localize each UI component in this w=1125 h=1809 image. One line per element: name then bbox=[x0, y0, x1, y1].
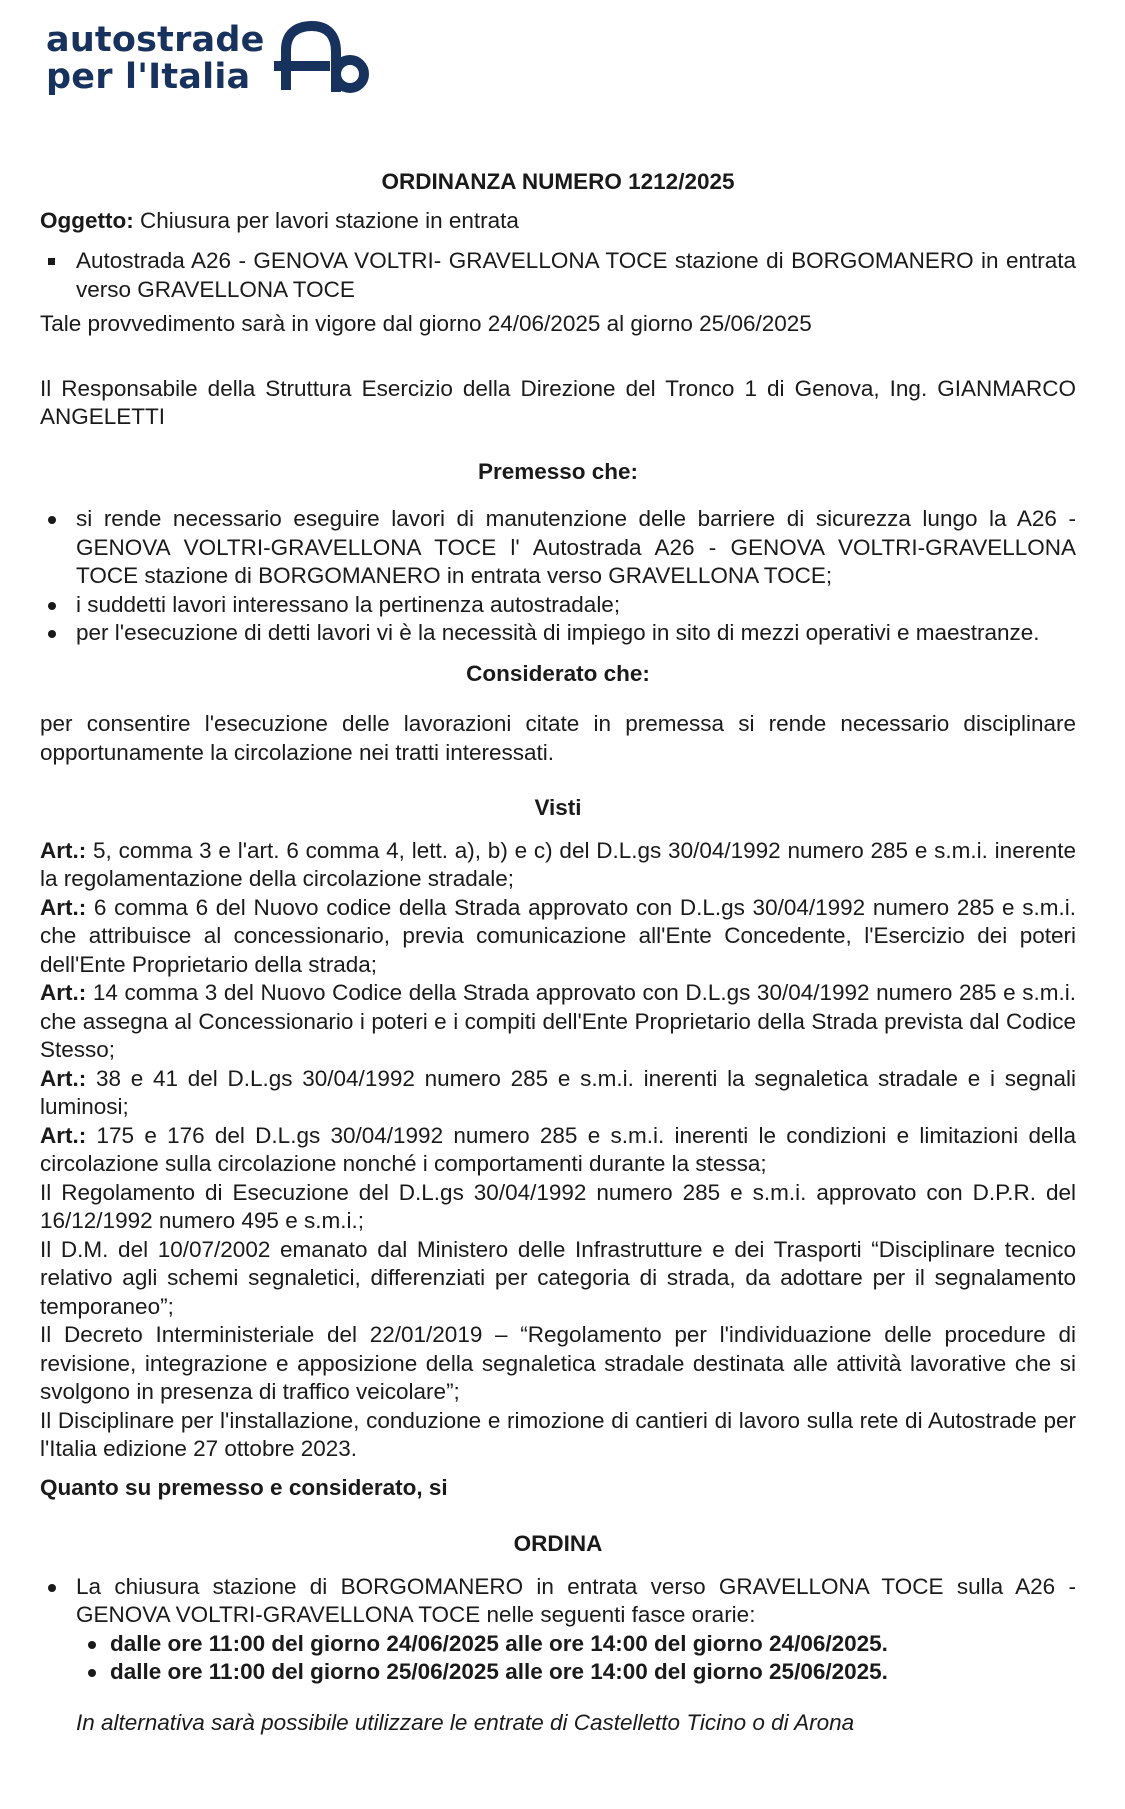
art-label: Art.: bbox=[40, 980, 87, 1005]
road-list bbox=[40, 247, 1076, 304]
visti-article bbox=[40, 1065, 1076, 1122]
validity-text: Tale provvedimento sarà in vigore dal giorno 24/06/2025 al giorno 25/06/2025 bbox=[40, 311, 812, 336]
visti-reference: Il Regolamento di Esecuzione del D.L.gs 30/04/1992 numero 285 e s.m.i. approvato con D.P.R. del 16/12/1992 numero 495 e s.m.i.; bbox=[40, 1179, 1076, 1233]
list-item bbox=[40, 1573, 1076, 1687]
art-text: 5, comma 3 e l'art. 6 comma 4, lett. a), b) e c) del D.L.gs 30/04/1992 numero 285 e s.m.i. inerente la regolamentazione della circolazione stradale; bbox=[40, 837, 1076, 891]
premesso-heading: Premesso che: bbox=[477, 458, 639, 484]
alternative-text: In alternativa sarà possibile utilizzare le entrate di Castelletto Ticino o di Arona bbox=[76, 1709, 855, 1735]
ordinance-title: ORDINANZA NUMERO 1212/2025 bbox=[381, 169, 735, 194]
ordina-heading: ORDINA bbox=[513, 1531, 603, 1556]
logo-line-2: per l'Italia bbox=[46, 57, 251, 97]
road-item: Autostrada A26 - GENOVA VOLTRI- GRAVELLONA TOCE stazione di BORGOMANERO in entrata verso GRAVELLONA TOCE bbox=[40, 247, 1076, 304]
logo-mark-icon bbox=[274, 20, 374, 100]
visti-article bbox=[40, 979, 1076, 1065]
art-label: Art.: bbox=[40, 1122, 87, 1148]
premesso-list bbox=[40, 505, 1076, 648]
time-slot-list bbox=[76, 1630, 1076, 1687]
visti-reference: Il Decreto Interministeriale del 22/01/2019 – “Regolamento per l'individuazione delle procedure di revisione, integrazione e apposizione della segnaletica stradale destinata alle attività lavorative che si svolgono in presenza di traffico veicolare”; bbox=[40, 1322, 1076, 1404]
visti-article bbox=[40, 1122, 1076, 1179]
ordina-list bbox=[40, 1573, 1076, 1687]
list-item: per l'esecuzione di detti lavori vi è la necessità di impiego in sito di mezzi operativi e maestranze. bbox=[40, 619, 1076, 648]
list-item: si rende necessario eseguire lavori di manutenzione delle barriere di sicurezza lungo la A26 - GENOVA VOLTRI-GRAVELLONA TOCE l' Autostrada A26 - GENOVA VOLTRI-GRAVELLONA TOCE stazione di BORGOMANERO in entrata verso GRAVELLONA TOCE; bbox=[40, 505, 1076, 591]
visti-list bbox=[40, 837, 1076, 1464]
art-text: 38 e 41 del D.L.gs 30/04/1992 numero 285 e s.m.i. inerenti la segnaletica stradale e i segnali luminosi; bbox=[40, 1065, 1076, 1119]
logo-line-1: autostrade bbox=[46, 20, 265, 60]
logo-wordmark bbox=[46, 22, 265, 96]
time-slot: dalle ore 11:00 del giorno 25/06/2025 alle ore 14:00 del giorno 25/06/2025. bbox=[76, 1658, 1076, 1687]
subject-label: Oggetto: bbox=[40, 207, 134, 233]
subject-text: Chiusura per lavori stazione in entrata bbox=[133, 207, 519, 233]
art-label: Art.: bbox=[40, 894, 87, 920]
considerato-text: per consentire l'esecuzione delle lavorazioni citate in premessa si rende necessario disciplinare opportunamente la circolazione nei tratti interessati. bbox=[40, 711, 1076, 765]
responsible-text: Il Responsabile della Struttura Esercizio della Direzione del Tronco 1 di Genova, Ing. GIANMARCO ANGELETTI bbox=[40, 375, 1076, 429]
closing-text: Quanto su premesso e considerato, si bbox=[40, 1474, 448, 1500]
considerato-heading: Considerato che: bbox=[466, 660, 650, 686]
visti-article bbox=[40, 894, 1076, 980]
visti-reference: Il Disciplinare per l'installazione, conduzione e rimozione di cantieri di lavoro sulla rete di Autostrade per l'Italia edizione 27 ottobre 2023. bbox=[40, 1407, 1076, 1461]
visti-reference: Il D.M. del 10/07/2002 emanato dal Ministero delle Infrastrutture e dei Trasporti “Disciplinare tecnico relativo agli schemi segnaletici, differenziati per categoria di strada, da adottare per il segnalamento temporaneo”; bbox=[40, 1236, 1076, 1319]
ordina-item-text: La chiusura stazione di BORGOMANERO in entrata verso GRAVELLONA TOCE sulla A26 - GENOVA VOLTRI-GRAVELLONA TOCE nelle seguenti fasce orarie: bbox=[76, 1573, 1076, 1627]
ordinance-document bbox=[40, 168, 1076, 1737]
art-text: 14 comma 3 del Nuovo Codice della Strada approvato con D.L.gs 30/04/1992 numero 285 e s.m.i. che assegna al Concessionario i poteri e i compiti dell'Ente Proprietario della Strada prevista dal Codice Stesso; bbox=[40, 980, 1076, 1062]
art-label: Art.: bbox=[40, 837, 87, 863]
art-text: 6 comma 6 del Nuovo codice della Strada approvato con D.L.gs 30/04/1992 numero 285 e s.m.i. che attribuisce al concessionario, previa comunicazione all'Ente Concedente, l'Esercizio dei poteri dell'Ente Proprietario della strada; bbox=[40, 894, 1076, 977]
visti-article bbox=[40, 837, 1076, 894]
art-text: 175 e 176 del D.L.gs 30/04/1992 numero 285 e s.m.i. inerenti le condizioni e limitazioni della circolazione sulla circolazione nonché i comportamenti durante la stessa; bbox=[40, 1122, 1076, 1176]
art-label: Art.: bbox=[40, 1065, 87, 1091]
visti-heading: Visti bbox=[534, 795, 582, 820]
time-slot: dalle ore 11:00 del giorno 24/06/2025 alle ore 14:00 del giorno 24/06/2025. bbox=[76, 1630, 1076, 1659]
list-item: i suddetti lavori interessano la pertinenza autostradale; bbox=[40, 591, 1076, 620]
subject-line bbox=[40, 207, 1076, 236]
